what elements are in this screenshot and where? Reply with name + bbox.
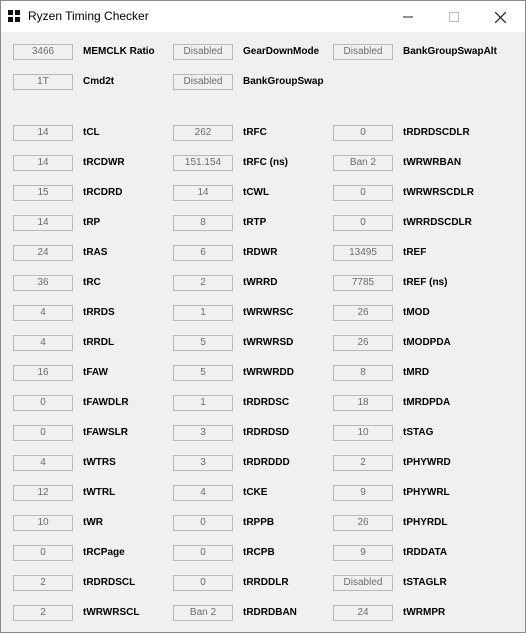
trcdrd-label: tRCDRD: [83, 187, 123, 198]
trp-label: tRP: [83, 217, 101, 228]
trppb-value[interactable]: 0: [173, 515, 233, 531]
trcpage-label: tRCPage: [83, 547, 125, 558]
twrwrsd-label: tWRWRSD: [243, 337, 294, 348]
tmodpda-value[interactable]: 26: [333, 335, 393, 351]
memclk-ratio-value[interactable]: 3466: [13, 44, 73, 60]
tras-value[interactable]: 24: [13, 245, 73, 261]
tcke-label: tCKE: [243, 487, 268, 498]
window-title: Ryzen Timing Checker: [28, 9, 149, 23]
trtp-label: tRTP: [243, 217, 267, 228]
trdrdban-value[interactable]: Ban 2: [173, 605, 233, 621]
close-icon: [495, 12, 506, 23]
trdrddd-value[interactable]: 3: [173, 455, 233, 471]
trdrdsc-value[interactable]: 1: [173, 395, 233, 411]
trrddlr-label: tRRDDLR: [243, 577, 289, 588]
geardownmode-label: GearDownMode: [243, 46, 320, 57]
tstag-value[interactable]: 10: [333, 425, 393, 441]
tstaglr-value[interactable]: Disabled: [333, 575, 393, 591]
trrdl-value[interactable]: 4: [13, 335, 73, 351]
tfawslr-label: tFAWSLR: [83, 427, 128, 438]
trfc-ns-label: tRFC (ns): [243, 157, 288, 168]
bankgroupswapalt-value[interactable]: Disabled: [333, 44, 393, 60]
trtp-value[interactable]: 8: [173, 215, 233, 231]
twtrs-label: tWTRS: [83, 457, 116, 468]
timing-panel: [1, 32, 525, 632]
trcdrd-value[interactable]: 15: [13, 185, 73, 201]
twrrd-label: tWRRD: [243, 277, 278, 288]
trc-value[interactable]: 36: [13, 275, 73, 291]
tfaw-value[interactable]: 16: [13, 365, 73, 381]
trppb-label: tRPPB: [243, 517, 275, 528]
tstag-label: tSTAG: [403, 427, 434, 438]
trcdwr-value[interactable]: 14: [13, 155, 73, 171]
trfc-ns-value[interactable]: 151.154: [173, 155, 233, 171]
app-logo-icon: [8, 10, 21, 23]
tfawdlr-label: tFAWDLR: [83, 397, 129, 408]
twtrl-value[interactable]: 12: [13, 485, 73, 501]
twrwrscdlr-value[interactable]: 0: [333, 185, 393, 201]
tphywrl-label: tPHYWRL: [403, 487, 450, 498]
window-edge: [517, 32, 525, 632]
tref-ns-value[interactable]: 7785: [333, 275, 393, 291]
cmd2t-label: Cmd2t: [83, 76, 115, 87]
trrdl-label: tRRDL: [83, 337, 115, 348]
minimize-icon: [403, 12, 413, 22]
twrrd-value[interactable]: 2: [173, 275, 233, 291]
bankgroupswapalt-label: BankGroupSwapAlt: [403, 46, 497, 57]
trdrdscdlr-value[interactable]: 0: [333, 125, 393, 141]
tmod-label: tMOD: [403, 307, 430, 318]
twr-value[interactable]: 10: [13, 515, 73, 531]
bankgroupswap-value[interactable]: Disabled: [173, 74, 233, 90]
twrwrban-value[interactable]: Ban 2: [333, 155, 393, 171]
twrrdscdlr-label: tWRRDSCDLR: [403, 217, 472, 228]
twrwrsc-label: tWRWRSC: [243, 307, 294, 318]
tras-label: tRAS: [83, 247, 108, 258]
tmrdpda-value[interactable]: 18: [333, 395, 393, 411]
twrwrdd-label: tWRWRDD: [243, 367, 294, 378]
tcwl-label: tCWL: [243, 187, 270, 198]
trcdwr-label: tRCDWR: [83, 157, 125, 168]
twrwrscl-label: tWRWRSCL: [83, 607, 140, 618]
trrddlr-value[interactable]: 0: [173, 575, 233, 591]
minimize-button[interactable]: [385, 1, 431, 32]
trdwr-label: tRDWR: [243, 247, 278, 258]
trdrdscdlr-label: tRDRDSCDLR: [403, 127, 470, 138]
trfc-label: tRFC: [243, 127, 267, 138]
tref-value[interactable]: 13495: [333, 245, 393, 261]
maximize-icon: [449, 12, 459, 22]
tcke-value[interactable]: 4: [173, 485, 233, 501]
maximize-button[interactable]: [431, 1, 477, 32]
twrrdscdlr-value[interactable]: 0: [333, 215, 393, 231]
tfawdlr-value[interactable]: 0: [13, 395, 73, 411]
tmrd-value[interactable]: 8: [333, 365, 393, 381]
twrwrban-label: tWRWRBAN: [403, 157, 462, 168]
tfawslr-value[interactable]: 0: [13, 425, 73, 441]
close-button[interactable]: [477, 1, 523, 32]
tphyrdl-value[interactable]: 26: [333, 515, 393, 531]
trdrdsd-label: tRDRDSD: [243, 427, 290, 438]
tphywrd-value[interactable]: 2: [333, 455, 393, 471]
tmrd-label: tMRD: [403, 367, 430, 378]
title-bar[interactable]: [1, 1, 525, 32]
twtrl-label: tWTRL: [83, 487, 116, 498]
tmod-value[interactable]: 26: [333, 305, 393, 321]
tcwl-value[interactable]: 14: [173, 185, 233, 201]
twrwrscdlr-label: tWRWRSCDLR: [403, 187, 474, 198]
trdrdsc-label: tRDRDSC: [243, 397, 290, 408]
twr-label: tWR: [83, 517, 103, 528]
tref-ns-label: tREF (ns): [403, 277, 448, 288]
trdrddd-label: tRDRDDD: [243, 457, 290, 468]
trp-value[interactable]: 14: [13, 215, 73, 231]
twrwrscl-value[interactable]: 2: [13, 605, 73, 621]
trfc-value[interactable]: 262: [173, 125, 233, 141]
tphywrd-label: tPHYWRD: [403, 457, 451, 468]
twrwrsc-value[interactable]: 1: [173, 305, 233, 321]
tcl-value[interactable]: 14: [13, 125, 73, 141]
trdrdban-label: tRDRDBAN: [243, 607, 297, 618]
bankgroupswap-label: BankGroupSwap: [243, 76, 324, 87]
trdrdscl-label: tRDRDSCL: [83, 577, 136, 588]
trdrdscl-value[interactable]: 2: [13, 575, 73, 591]
tphywrl-value[interactable]: 9: [333, 485, 393, 501]
trrds-label: tRRDS: [83, 307, 115, 318]
twrwrsd-value[interactable]: 5: [173, 335, 233, 351]
trc-label: tRC: [83, 277, 101, 288]
tphyrdl-label: tPHYRDL: [403, 517, 448, 528]
tmodpda-label: tMODPDA: [403, 337, 451, 348]
geardownmode-value[interactable]: Disabled: [173, 44, 233, 60]
tmrdpda-label: tMRDPDA: [403, 397, 451, 408]
trddata-value[interactable]: 9: [333, 545, 393, 561]
memclk-ratio-label: MEMCLK Ratio: [83, 46, 155, 57]
cmd2t-value[interactable]: 1T: [13, 74, 73, 90]
trdrdsd-value[interactable]: 3: [173, 425, 233, 441]
twtrs-value[interactable]: 4: [13, 455, 73, 471]
tstaglr-label: tSTAGLR: [403, 577, 447, 588]
twrwrdd-value[interactable]: 5: [173, 365, 233, 381]
trdwr-value[interactable]: 6: [173, 245, 233, 261]
trrds-value[interactable]: 4: [13, 305, 73, 321]
trddata-label: tRDDATA: [403, 547, 448, 558]
trcpage-value[interactable]: 0: [13, 545, 73, 561]
tcl-label: tCL: [83, 127, 100, 138]
twrmpr-label: tWRMPR: [403, 607, 446, 618]
trcpb-value[interactable]: 0: [173, 545, 233, 561]
tfaw-label: tFAW: [83, 367, 108, 378]
trcpb-label: tRCPB: [243, 547, 275, 558]
twrmpr-value[interactable]: 24: [333, 605, 393, 621]
tref-label: tREF: [403, 247, 427, 258]
